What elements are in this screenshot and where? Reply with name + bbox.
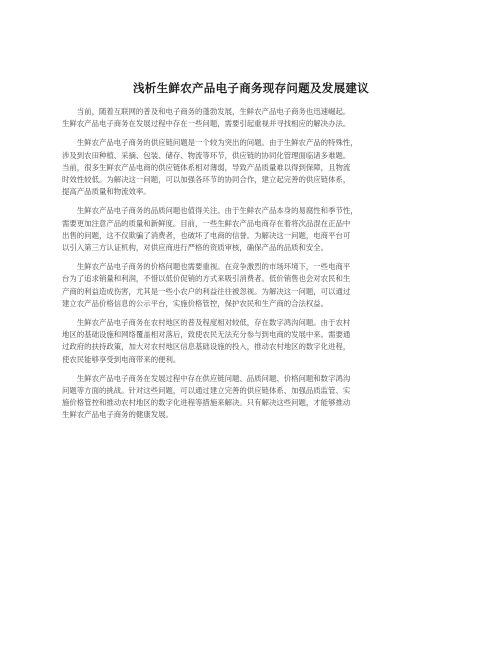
- paragraph-line: 生鲜农产品电子商务的供应链问题是一个较为突出的问题。由于生鲜农产品的特殊性，: [62, 138, 358, 148]
- paragraph-line: 当前，随着互联网的普及和电子商务的蓬勃发展，生鲜农产品电子商务也迅速崛起。: [62, 107, 351, 116]
- paragraph-line: 涉及到农田种植、采摘、包装、储存、物流等环节，供应链的协同化管理面临诸多难题。: [62, 150, 351, 160]
- paragraph-line: 产商的利益造成伤害，尤其是一些小农户的利益往往被忽视。为解决这一问题，可以通过: [62, 286, 351, 296]
- paragraph-intro: [62, 106, 440, 130]
- paragraph-line: 过政府的扶持政策，加大对农村地区信息基础设施的投入，推动农村地区的数字化进程，: [62, 342, 351, 352]
- paragraph-supply-chain: [62, 137, 440, 198]
- paragraph-conclusion: [62, 373, 440, 422]
- paragraph-line: 台为了追求销量和利润，不惜以低价促销的方式来吸引消费者。低价销售也会对农民和生: [62, 274, 351, 284]
- paragraph-line: 提高产品质量和物流效率。: [62, 187, 151, 197]
- paragraph-line: 生鲜农产品电子商务在农村地区的普及程度相对较低，存在数字鸿沟问题。由于农村: [62, 318, 351, 328]
- paragraph-line: 建立农产品价格信息的公示平台，实施价格管控，保护农民和生产商的合法权益。: [62, 298, 329, 308]
- paragraph-line: 生鲜农产品电子商务的品质问题也值得关注。由于生鲜农产品本身的易腐性和季节性，: [62, 206, 358, 216]
- paragraph-line: 生鲜农产品电子商务在发展过程中存在一些问题，需要引起重视并寻找相应的解决办法。: [62, 119, 351, 129]
- paragraph-line: 以引入第三方认证机构，对供应商进行严格的资质审核，确保产品的品质和安全。: [62, 243, 329, 253]
- paragraph-price: [62, 261, 440, 310]
- paragraph-line: 施价格管控和推动农村地区的数字化进程等措施来解决。只有解决这些问题，才能够推动: [62, 398, 351, 408]
- paragraph-line: 使农民能够享受到电商带来的便利。: [62, 354, 181, 364]
- paragraph-line: 生鲜农产品电子商务的健康发展。: [62, 410, 173, 420]
- paragraph-line: 问题等方面的挑战。针对这些问题，可以通过建立完善的供应链体系、加强品质监管、实: [62, 386, 351, 396]
- document-body: [62, 106, 440, 429]
- paragraph-line: 出售的问题，这不仅欺骗了消费者，也破坏了电商的信誉。为解决这一问题，电商平台可: [62, 230, 351, 240]
- document-title: 浅析生鲜农产品电子商务现存问题及发展建议: [133, 81, 369, 95]
- paragraph-line: 需要更加注意产品的质量和新鲜度。目前，一些生鲜农产品电商存在着将次品混在正品中: [62, 218, 351, 228]
- paragraph-line: 生鲜农产品电子商务在发展过程中存在供应链问题、品质问题、价格问题和数字鸿沟: [62, 373, 351, 383]
- paragraph-line: 时效性较低。为解决这一问题，可以加强各环节的协同合作，建立起完善的供应链体系，: [62, 175, 351, 185]
- paragraph-quality: [62, 205, 440, 254]
- paragraph-digital-divide: [62, 317, 440, 366]
- paragraph-line: 地区的基础设施和网络覆盖相对落后，致使农民无法充分参与到电商的发展中来。需要通: [62, 330, 351, 340]
- paragraph-line: 生鲜农产品电子商务的价格问题也需要重视。在竞争激烈的市场环境下，一些电商平: [62, 262, 351, 272]
- paragraph-line: 当前，很多生鲜农产品电商的供应链体系相对薄弱，导致产品质量难以得到保障，且物流: [62, 162, 351, 172]
